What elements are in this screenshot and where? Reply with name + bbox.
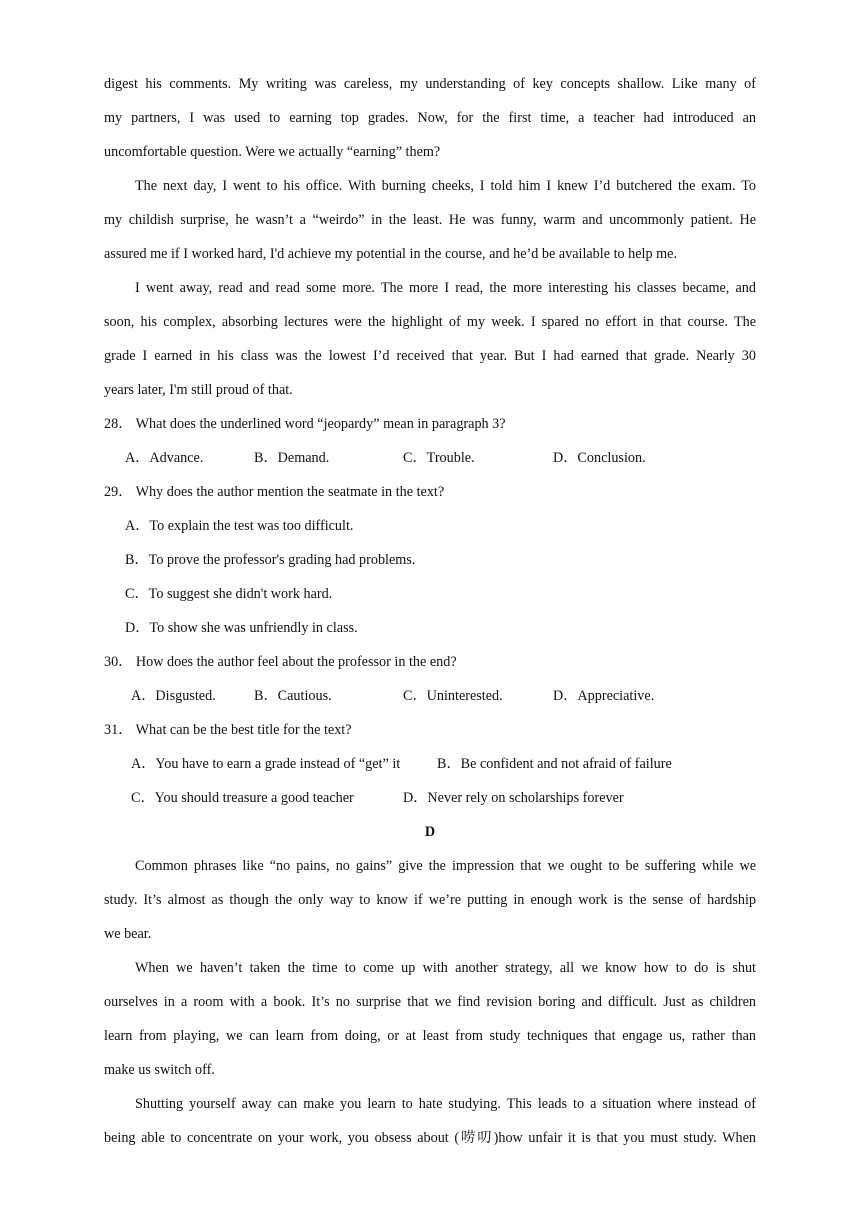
question-28 — [104, 407, 756, 475]
options-row — [104, 781, 756, 815]
question-stem: 31． What can be the best title for the text? — [104, 722, 352, 738]
text-line: uncomfortable question. Were we actually “earning” them? — [104, 144, 441, 160]
option-d: D．To show she was unfriendly in class. — [125, 620, 358, 636]
text-line: Shutting yourself away can make you learn to hate studying. This leads to a situation where instead of — [135, 1096, 756, 1112]
option-b: B．Cautious. — [254, 688, 332, 704]
passage-c-paragraph-2 — [104, 169, 756, 271]
option-b: B．Be confident and not afraid of failure — [437, 756, 672, 772]
option-b: B．To prove the professor's grading had problems. — [125, 552, 416, 568]
option-a: A．Disgusted. — [131, 688, 216, 704]
passage-c-paragraph-3 — [104, 271, 756, 407]
text-line: assured me if I worked hard, I'd achieve my potential in the course, and he’d be available to help me. — [104, 246, 678, 262]
text-line: grade I earned in his class was the lowest I’d received that year. But I had earned that grade. Nearly 30 — [104, 348, 756, 364]
text-line: ourselves in a room with a book. It’s no surprise that we find revision boring and difficult. Just as children — [104, 994, 756, 1010]
section-title: D — [424, 824, 436, 840]
text-line: learn from playing, we can learn from doing, or at least from study techniques that engage us, rather than — [104, 1028, 756, 1044]
text-line: The next day, I went to his office. With burning cheeks, I told him I knew I’d butchered the exam. To — [135, 178, 756, 194]
passage-d-paragraph-2 — [104, 951, 756, 1087]
option-d: D．Appreciative. — [553, 688, 655, 704]
options-row — [104, 679, 756, 713]
text-line: my childish surprise, he wasn’t a “weirdo” in the least. He was funny, warm and uncommonly patient. He — [104, 212, 756, 228]
option-b: B．Demand. — [254, 450, 330, 466]
question-stem: 29． Why does the author mention the seatmate in the text? — [104, 484, 445, 500]
text-line: digest his comments. My writing was careless, my understanding of key concepts shallow. Like many of — [104, 76, 756, 92]
question-stem: 28． What does the underlined word “jeopardy” mean in paragraph 3? — [104, 416, 506, 432]
text-line: study. It’s almost as though the only way to know if we’re putting in enough work is the sense of hardship — [104, 892, 756, 908]
option-a: A．You have to earn a grade instead of “get” it — [131, 756, 401, 772]
text-line: make us switch off. — [104, 1062, 215, 1078]
exam-page — [104, 67, 756, 1155]
passage-d-paragraph-3 — [104, 1087, 756, 1155]
text-line: being able to concentrate on your work, you obsess about (唠叨)how unfair it is that you must study. When — [104, 1130, 756, 1146]
option-c: C．You should treasure a good teacher — [131, 790, 354, 806]
option-d: D．Conclusion. — [553, 450, 646, 466]
text-line: we bear. — [104, 926, 152, 942]
option-c: C．Trouble. — [403, 450, 475, 466]
question-31 — [104, 713, 756, 815]
text-line: Common phrases like “no pains, no gains” give the impression that we ought to be suffering while we — [135, 858, 756, 874]
passage-d-paragraph-1 — [104, 849, 756, 951]
question-29 — [104, 475, 756, 645]
options-row — [104, 747, 756, 781]
text-line: years later, I'm still proud of that. — [104, 382, 293, 398]
text-line: When we haven’t taken the time to come up with another strategy, all we know how to do is shut — [135, 960, 756, 976]
option-a: A．Advance. — [125, 450, 204, 466]
text-line: my partners, I was used to earning top grades. Now, for the first time, a teacher had introduced an — [104, 110, 756, 126]
text-line: soon, his complex, absorbing lectures were the highlight of my week. I spared no effort in that course. The — [104, 314, 756, 330]
question-stem: 30． How does the author feel about the professor in the end? — [104, 654, 457, 670]
text-line: I went away, read and read some more. The more I read, the more interesting his classes became, and — [135, 280, 756, 296]
question-30 — [104, 645, 756, 713]
option-d: D．Never rely on scholarships forever — [403, 790, 624, 806]
option-c: C．Uninterested. — [403, 688, 503, 704]
options-row — [104, 441, 756, 475]
option-a: A．To explain the test was too difficult. — [125, 518, 354, 534]
passage-c-paragraph-1 — [104, 67, 756, 169]
option-c: C．To suggest she didn't work hard. — [125, 586, 333, 602]
